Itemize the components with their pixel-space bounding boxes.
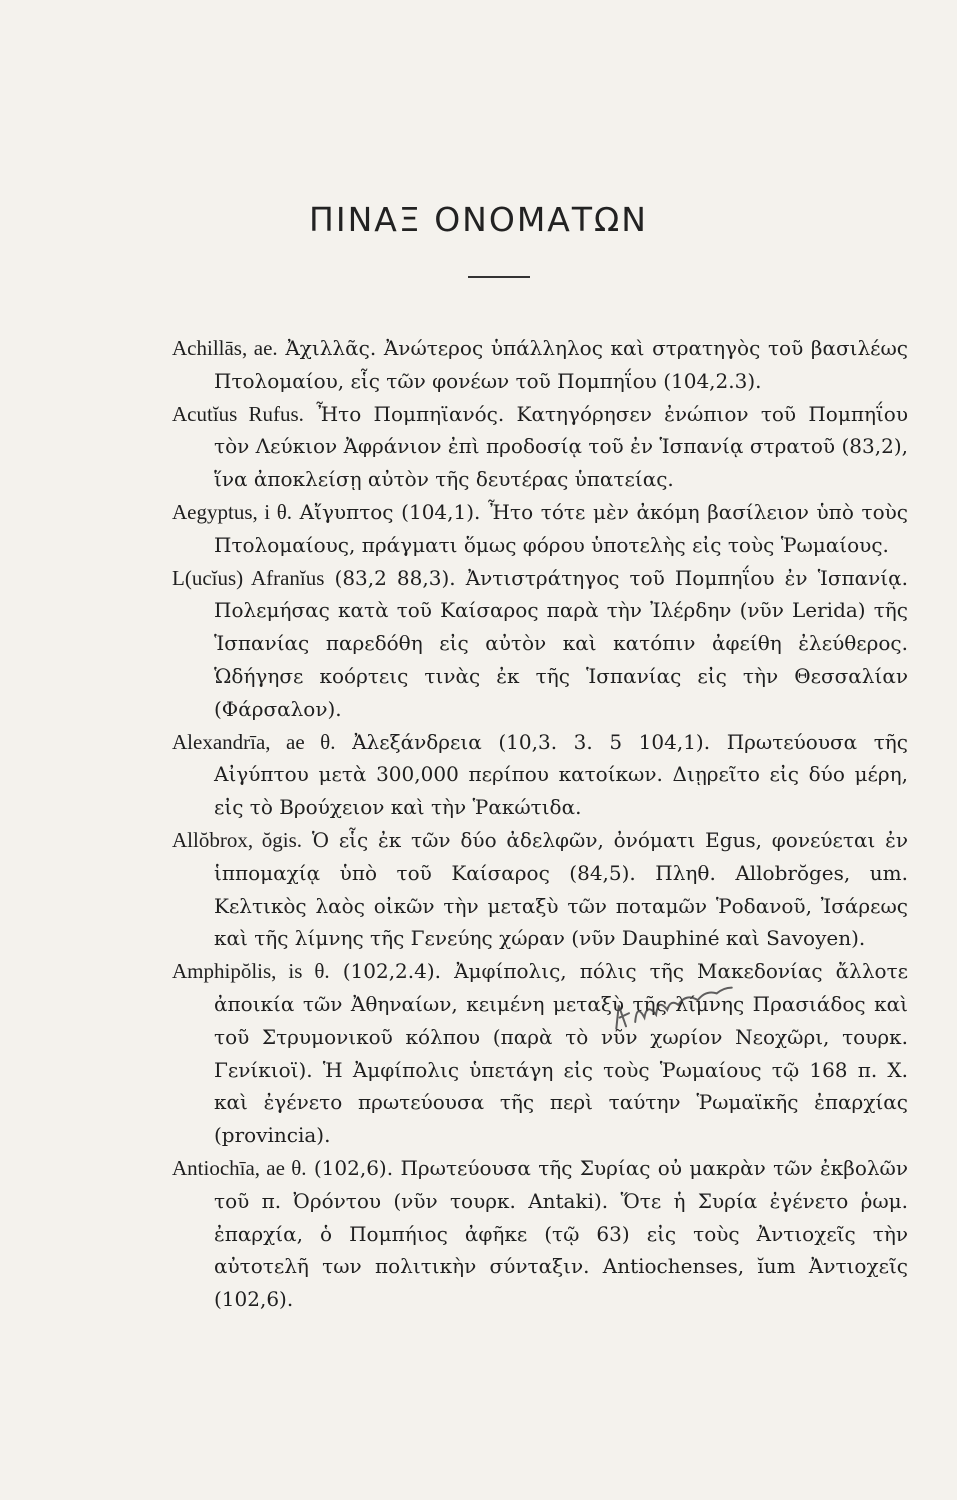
entry-headword: Antiochīa, ae θ. bbox=[172, 1155, 307, 1180]
page-title: ΠΙΝΑΞ ΟΝΟΜΑΤΩΝ bbox=[309, 200, 648, 239]
entry-headword: Alexandrīa, ae θ. bbox=[172, 729, 336, 754]
index-entry bbox=[172, 562, 908, 726]
entry-headword: Aegyptus, i θ. bbox=[172, 499, 292, 524]
index-entry bbox=[172, 955, 908, 1152]
entry-headword: Amphipŏlis, is θ. bbox=[172, 959, 330, 984]
entry-text: (83,2 88,3). Ἀντιστράτηγος τοῦ Πομπηΐου ἐν Ἱσπανίᾳ. Πολεμήσας κατὰ τοῦ Καίσαρος παρὰ τὴν Ἰλέρδην (νῦν Lerida) τῆς Ἱσπανίας παρεδόθη εἰς αὐτὸν καὶ κατόπιν ἀφείθη ἐλεύθερος. Ὡδήγησε κοόρτεις τινὰς ἐκ τῆς Ἱσπανίας εἰς τὴν Θεσσαλίαν (Φάρσαλον). bbox=[214, 565, 908, 721]
index-entry bbox=[172, 332, 908, 398]
entry-text: Ἦτο Πομπηϊανός. Κατηγόρησεν ἐνώπιον τοῦ Πομπηΐου τὸν Λεύκιον Ἀφράνιον ἐπὶ προδοσίᾳ τοῦ ἐν Ἱσπανίᾳ στρατοῦ (83,2), ἵνα ἀποκλείσῃ αὐτὸν τῆς δευτέρας ὑπατείας. bbox=[214, 401, 908, 492]
entry-headword: Allŏbrox, ŏgis. bbox=[172, 827, 303, 852]
entry-text: Ἀλεξάνδρεια (10,3. 3. 5 104,1). Πρωτεύουσα τῆς Αἰγύπτου μετὰ 300,000 περίπου κατοίκων. Διῃρεῖτο εἰς δύο μέρη, εἰς τὸ Βρούχειον καὶ τὴν Ῥακώτιδα. bbox=[214, 729, 908, 820]
entry-text: (102,2.4). Ἀμφίπολις, πόλις τῆς Μακεδονίας ἄλλοτε ἀποικία τῶν Ἀθηναίων, κειμένη μεταξὺ τῆς λίμνης Πρασιάδος καὶ τοῦ Στρυμονικοῦ κόλπου (παρὰ τὸ νῦν χωρίον Νεοχῶρι, τουρκ. Γενίκιοϊ). Ἡ Ἀμφίπολις ὑπετάγη εἰς τοὺς Ῥωμαίους τῷ 168 π. Χ. καὶ ἐγένετο πρωτεύουσα τῆς περὶ ταύτην Ῥωμαϊκῆς ἐπαρχίας (provincia). bbox=[214, 959, 908, 1148]
index-entries bbox=[172, 332, 908, 1316]
index-entry bbox=[172, 1152, 908, 1316]
index-entry bbox=[172, 726, 908, 824]
index-entry bbox=[172, 496, 908, 562]
title-rule bbox=[468, 276, 530, 278]
entry-headword: Acutĭus Rufus. bbox=[172, 401, 304, 426]
entry-text: Αἴγυπτος (104,1). Ἦτο τότε μὲν ἀκόμη βασίλειον ὑπὸ τοὺς Πτολομαίους, πράγματι ὅμως φόρου ὑποτελὴς εἰς τοὺς Ῥωμαίους. bbox=[214, 499, 908, 557]
entry-text: (102,6). Πρωτεύουσα τῆς Συρίας οὐ μακρὰν τῶν ἐκβολῶν τοῦ π. Ὀρόντου (νῦν τουρκ. Antaki). Ὅτε ἡ Συρία ἐγένετο ῥωμ. ἐπαρχία, ὁ Πομπήιος ἀφῆκε (τῷ 63) εἰς τοὺς Ἀντιοχεῖς τὴν αὐτοτελῆ των πολιτικὴν σύνταξιν. Antiochenses, ĭum Ἀντιοχεῖς (102,6). bbox=[214, 1155, 909, 1312]
entry-headword: L(ucĭus) Afranĭus bbox=[172, 565, 325, 590]
index-entry bbox=[172, 398, 908, 496]
entry-text: Ἀχιλλᾶς. Ἀνώτερος ὑπάλληλος καὶ στρατηγὸς τοῦ βασιλέως Πτολομαίου, εἷς τῶν φονέων τοῦ Πομπηΐου (104,2.3). bbox=[214, 336, 908, 393]
entry-text: Ὁ εἷς ἐκ τῶν δύο ἀδελφῶν, ὀνόματι Egus, φονεύεται ἐν ἱππομαχίᾳ ὑπὸ τοῦ Καίσαρος (84,5). Πληθ. Allobrŏges, um. Κελτικὸς λαὸς οἰκῶν τὴν μεταξὺ τῶν ποταμῶν Ῥοδανοῦ, Ἰσάρεως καὶ τῆς λίμνης τῆς Γενεύης χώραν (νῦν Dauphiné καὶ Savoyen). bbox=[214, 827, 908, 951]
index-entry bbox=[172, 824, 908, 955]
entry-headword: Achillās, ae. bbox=[172, 336, 278, 360]
